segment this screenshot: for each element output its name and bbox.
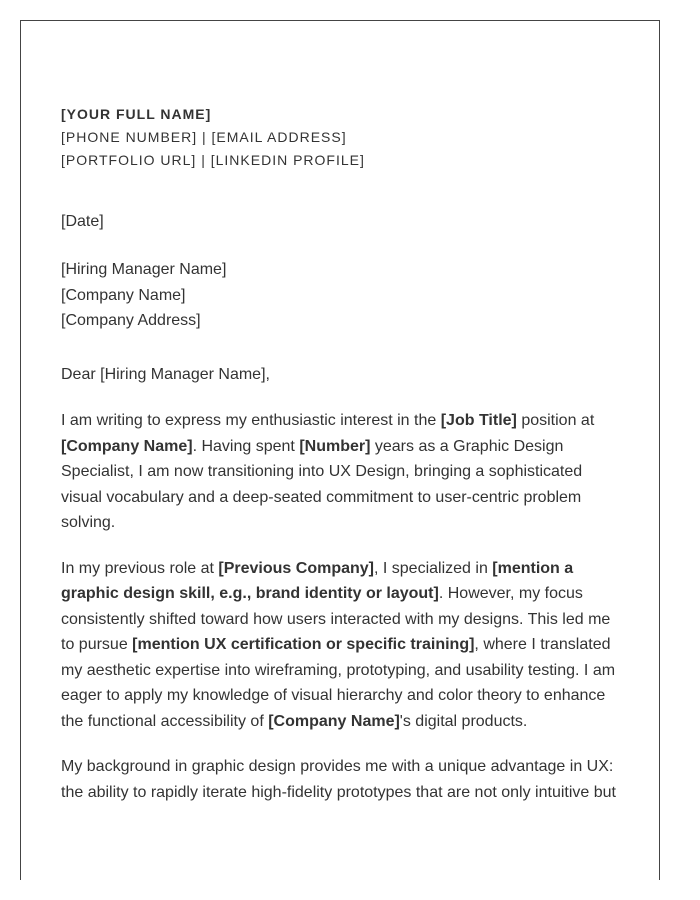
placeholder-number: [Number] <box>299 437 371 455</box>
letter-header <box>61 103 623 172</box>
text-run: . Having spent <box>192 437 300 455</box>
text-run: I am writing to express my enthusiastic interest in the <box>61 412 441 429</box>
recipient-company: [Company Name] <box>61 286 186 304</box>
contact-line-phone-email: [PHONE NUMBER] | [EMAIL ADDRESS] <box>61 129 347 145</box>
placeholder-previous-company: [Previous Company] <box>218 559 374 577</box>
letter-page <box>20 20 660 880</box>
text-run: , where I translated my aesthetic expertise into wireframing, prototyping, and usability testing. I am eager to apply my knowledge of visual hierarchy and color theory to enhance the functional accessibility of <box>61 636 616 730</box>
letter-date: [Date] <box>61 213 104 230</box>
recipient-address: [Company Address] <box>61 312 201 329</box>
body-paragraph-2 <box>61 556 623 735</box>
contact-line-portfolio-linkedin: [PORTFOLIO URL] | [LINKEDIN PROFILE] <box>61 152 365 168</box>
placeholder-company-name: [Company Name] <box>268 712 400 730</box>
text-run: , I specialized in <box>374 559 493 577</box>
placeholder-job-title: [Job Title] <box>440 412 517 429</box>
text-run: 's digital products. <box>399 712 528 730</box>
body-paragraph-3 <box>61 754 623 805</box>
salutation: Dear [Hiring Manager Name], <box>61 366 270 383</box>
text-run: . However, my focus consistently shifted toward how users interacted with my designs. This led me to pursue <box>61 585 611 653</box>
body-paragraph-1 <box>61 408 623 536</box>
placeholder-design-skill: [mention a graphic design skill, e.g., brand identity or layout] <box>61 559 574 602</box>
applicant-name: [YOUR FULL NAME] <box>61 106 212 122</box>
text-run: In my previous role at <box>61 559 219 577</box>
letter-body <box>61 408 623 825</box>
recipient-block <box>61 257 226 334</box>
placeholder-company-name: [Company Name] <box>61 437 193 455</box>
text-run: position at <box>516 412 595 429</box>
recipient-manager: [Hiring Manager Name] <box>61 261 227 278</box>
text-run: years as a Graphic Design Specialist, I am now transitioning into UX Design, bringing a sophisticated visual vocabulary and a deep-seated commitment to user-centric problem solving. <box>61 437 583 531</box>
placeholder-ux-certification: [mention UX certification or specific training] <box>132 636 475 653</box>
text-run: My background in graphic design provides me with a unique advantage in UX: the ability to rapidly iterate high-fidelity prototypes that are not only intuitive but <box>61 758 616 801</box>
